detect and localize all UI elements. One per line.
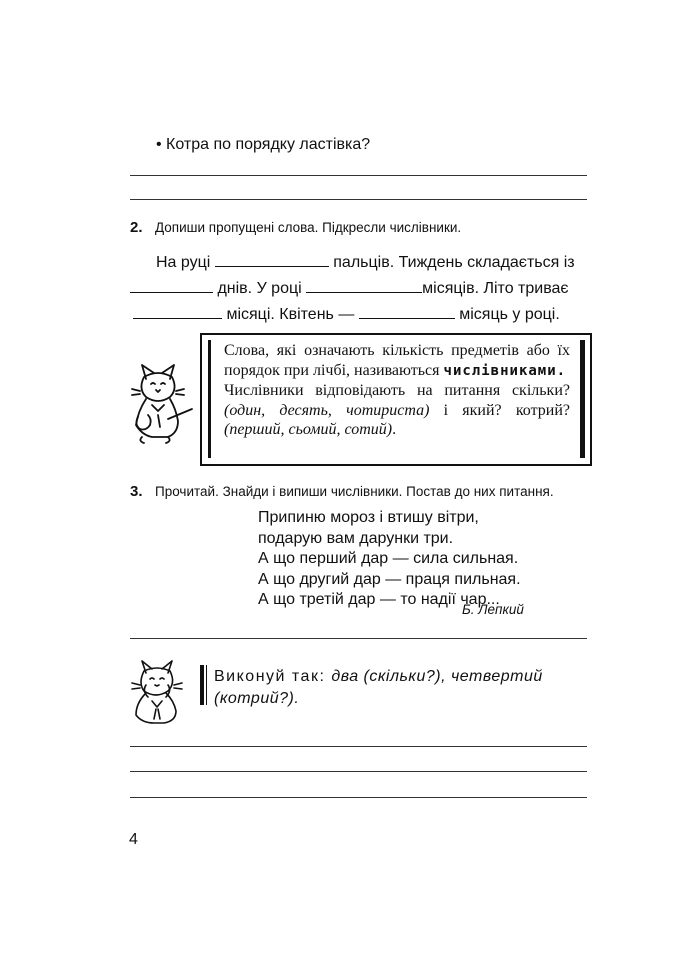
poem: [258, 508, 521, 611]
rule-term: числівниками.: [443, 362, 567, 379]
page-number: 4: [129, 831, 138, 848]
fill-line-2: [130, 276, 569, 299]
blank-field[interactable]: [130, 276, 213, 293]
task-number: 3.: [130, 483, 143, 500]
fill-text: місяців. Літо триває: [422, 280, 569, 297]
blank-field[interactable]: [215, 250, 329, 267]
poem-line: подарую вам дарунки три.: [258, 529, 454, 547]
fill-line-1: [156, 250, 575, 273]
answer-line[interactable]: [130, 175, 587, 176]
hint-bar-thin: [206, 665, 207, 705]
example-text: два (скільки?), четвертий (котрий?).: [214, 668, 543, 707]
rule-box-border-left: [208, 340, 211, 458]
rule-box: [200, 333, 592, 466]
rule-questions: Числівники відповідають на питання скільки?: [224, 382, 570, 399]
fill-line-3: [133, 302, 560, 325]
poem-author: Б. Лепкий: [462, 602, 524, 617]
task-instruction: Прочитай. Знайди і випиши числівники. Постав до них питання.: [155, 484, 554, 499]
poem-line: Припиню мороз і втишу вітри,: [258, 509, 479, 526]
fill-text: місяці. Квітень —: [226, 306, 355, 323]
blank-field[interactable]: [359, 302, 455, 319]
rule-definition: Слова, які означають кількість предметів або їх порядок при лічбі, називаються: [224, 342, 570, 379]
question-text: • Котра по порядку ластівка?: [156, 136, 371, 153]
fill-text: пальців. Тиждень складається із: [333, 254, 575, 271]
example-hint: [214, 666, 586, 710]
answer-line[interactable]: [130, 746, 587, 747]
fill-text: місяць у році.: [459, 306, 560, 323]
poem-line: А що третій дар — то надії чар...: [258, 591, 500, 608]
answer-line[interactable]: [130, 638, 587, 639]
rule-questions: і який? котрий?: [443, 401, 571, 419]
answer-line[interactable]: [130, 797, 587, 798]
blank-field[interactable]: [133, 302, 222, 319]
fill-text: На руці: [156, 254, 211, 271]
blank-field[interactable]: [306, 276, 422, 293]
rule-punctuation: .: [392, 421, 397, 438]
rule-box-border-right: [580, 340, 585, 458]
task-number: 2.: [130, 219, 143, 236]
rule-example: (перший, сьомий, сотий): [224, 421, 393, 438]
cat-thinking-illustration: [128, 655, 194, 727]
fill-text: днів. У році: [217, 280, 302, 297]
rule-text: [224, 341, 570, 440]
example-lead: Виконуй так:: [214, 668, 326, 685]
answer-line[interactable]: [130, 199, 587, 200]
poem-line: А що перший дар — сила сильная.: [258, 550, 519, 567]
cat-teacher-illustration: [128, 355, 198, 445]
answer-line[interactable]: [130, 771, 587, 772]
hint-bar: [200, 665, 204, 705]
rule-example: (один, десять, чотириста): [224, 401, 430, 419]
poem-line: А що другий дар — праця пильная.: [258, 570, 521, 588]
task-instruction: Допиши пропущені слова. Підкресли числівники.: [155, 220, 462, 235]
